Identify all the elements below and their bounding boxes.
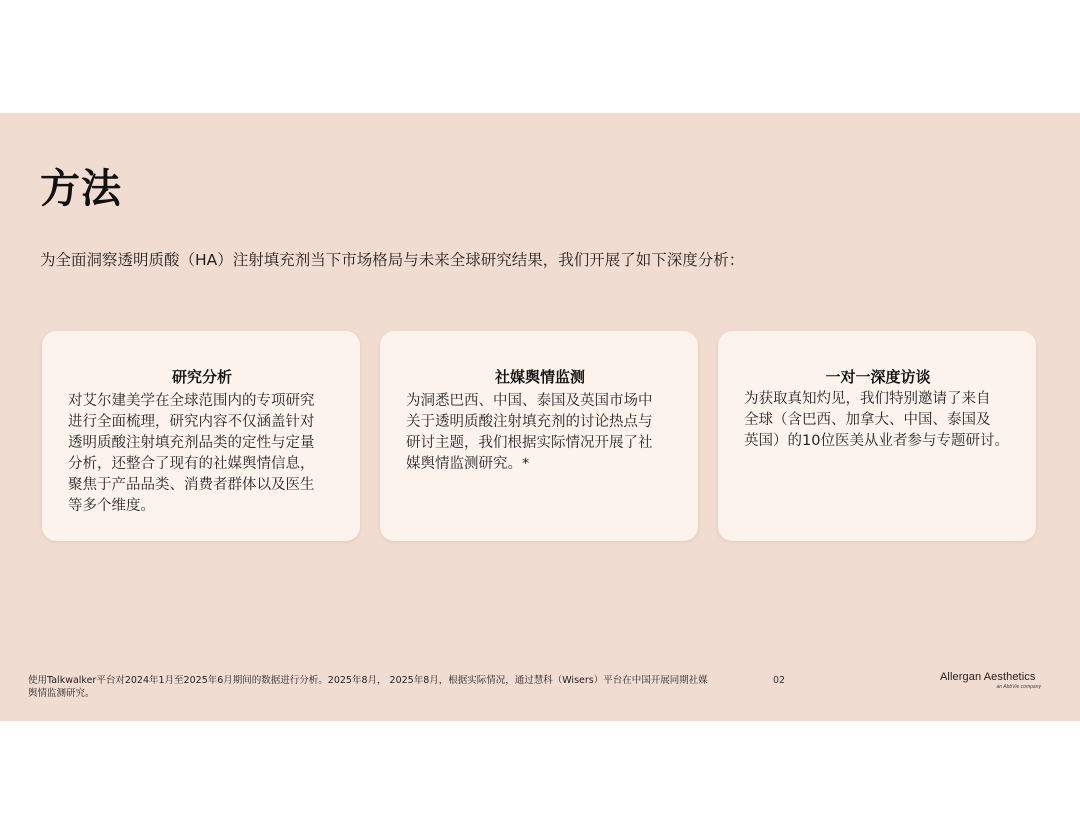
footnote-line: 舆情监测研究。 [28,688,95,699]
card-body-line: 等多个维度。 [68,498,155,514]
card-body [744,389,1012,452]
footnote [28,674,748,700]
card-body-line: 聚焦于产品品类、消费者群体以及医生 [68,477,315,493]
card-body-line: 媒舆情监测研究。* [406,456,530,472]
intro-text: 为全面洞察透明质酸（HA）注射填充剂当下市场格局与未来全球研究结果，我们开展了如下深度分析： [40,251,745,269]
card-body-line: 透明质酸注射填充剂品类的定性与定量 [68,435,315,451]
card-title: 一对一深度访谈 [825,368,931,386]
card-body-line: 研讨主题，我们根据实际情况开展了社 [406,435,653,451]
card-body-line: 为获取真知灼见，我们特别邀请了来自 [744,391,991,407]
card-body-line: 关于透明质酸注射填充剂的讨论热点与 [406,414,653,430]
card-in-depth-interviews [718,331,1036,541]
card-title: 社媒舆情监测 [494,368,585,386]
card-title: 研究分析 [171,368,232,386]
logo-tagline: an AbbVie company [996,684,1041,690]
card-social-listening [380,331,698,541]
footnote-line: 使用Talkwalker平台对2024年1月至2025年6月期间的数据进行分析。2025年8月， 2025年8月，根据实际情况，通过慧科（Wisers）平台在中国开展同期社媒 [28,675,708,686]
card-body-line: 分析，还整合了现有的社媒舆情信息， [68,456,315,472]
card-body-line: 为洞悉巴西、中国、泰国及英国市场中 [406,393,653,409]
card-body [406,391,674,475]
card-body-line: 对艾尔建美学在全球范围内的专项研究 [68,393,315,409]
page-number: 02 [773,675,786,686]
card-body-line: 全球（含巴西、加拿大、中国、泰国及 [744,412,991,428]
slide [0,113,1080,721]
allergan-aesthetics-logo [940,671,1044,693]
card-research-analysis [42,331,360,541]
slide-title: 方法 [40,166,122,212]
card-body-line: 进行全面梳理，研究内容不仅涵盖针对 [68,414,315,430]
logo-wordmark: Allergan Aesthetics [940,671,1036,683]
card-body [68,391,336,517]
card-body-line: 英国）的10位医美从业者参与专题研讨。 [744,433,1009,449]
